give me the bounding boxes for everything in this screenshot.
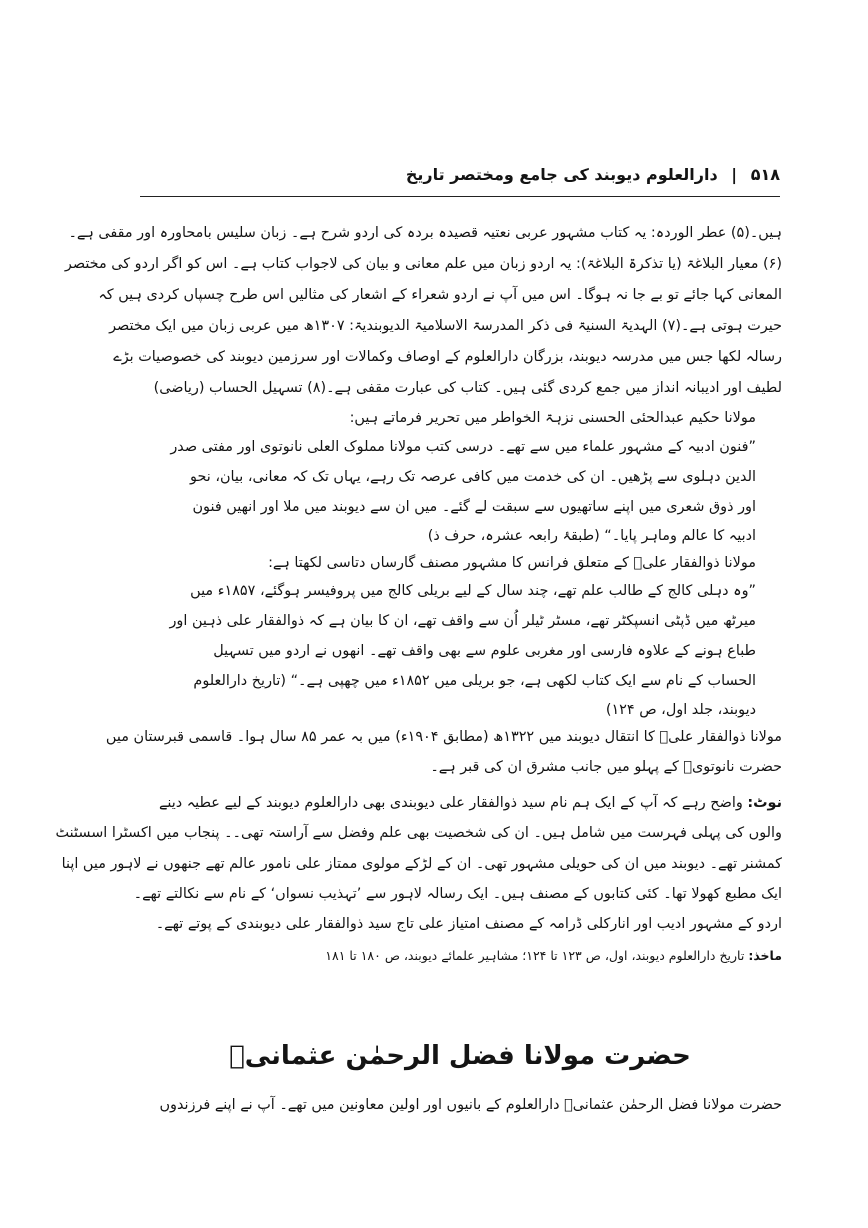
quote-line: الحساب کے نام سے ایک کتاب لکھی ہے، جو بریلی میں ۱۸۵۲ء میں چھپی ہے۔“ (تاریخ دارالعلوم: [193, 673, 756, 689]
text-line: (۶) معیار البلاغۃ (یا تذکرۃ البلاغۃ): یہ اردو زبان میں علم معانی و بیان کی لاجواب کتاب ہے۔ اس کو اگر اردو کی مختصر: [64, 256, 782, 272]
note-label: نوٹ:: [747, 795, 782, 811]
text-line: ہیں۔(۵) عطر الوردہ: یہ کتاب مشہور عربی نعتیہ قصیدہ بردہ کی اردو شرح ہے۔ زبان سلیس بامحاورہ اور مقفی ہے۔: [68, 225, 782, 241]
text-line: حضرت نانوتویؒ کے پہلو میں جانب مشرق ان کی قبر ہے۔: [430, 759, 782, 775]
quote-line: ”فنون ادبیہ کے مشہور علماء میں سے تھے۔ درسی کتب مولانا مملوک العلی نانوتوی اور مفتی صدر: [170, 439, 756, 455]
quote-line: دیوبند، جلد اول، ص ۱۲۴): [605, 702, 756, 718]
text-line: حضرت مولانا فضل الرحمٰن عثمانیؒ دارالعلوم کے بانیوں اور اولین معاونین میں تھے۔ آپ نے اپنے فرزندوں: [159, 1097, 782, 1113]
text-line: رسالہ لکھا جس میں مدرسہ دیوبند، بزرگان دارالعلوم کے اوصاف وکمالات اور سرزمین دیوبند کی خصوصیات بڑے: [113, 349, 782, 365]
running-header: [140, 165, 780, 193]
quote-line: ”وہ دہلی کالج کے طالب علم تھے، چند سال کے لیے بریلی کالج میں پروفیسر ہوگئے، ۱۸۵۷ء میں: [190, 583, 756, 599]
source-line: [142, 940, 782, 971]
text-line: کمشنر تھے۔ دیوبند میں ان کی حویلی مشہور تھی۔ ان کے لڑکے مولوی ممتاز علی نامور عالم تھے جنھوں نے لاہور میں اپنا: [61, 856, 782, 872]
quote-intro: مولانا حکیم عبدالحئی الحسنی نزہۃ الخواطر میں تحریر فرماتے ہیں:: [349, 410, 756, 426]
quote-line: میرٹھ میں ڈپٹی انسپکٹر تھے، مسٹر ٹیلر اُن سے واقف تھے، ان کا بیان ہے کہ ذوالفقار علی ذہین اور: [169, 613, 756, 629]
text-line: مولانا ذوالفقار علیؒ کا انتقال دیوبند میں ۱۳۲۲ھ (مطابق ۱۹۰۴ء) میں بہ عمر ۸۵ سال ہوا۔ قاسمی قبرستان میں: [105, 729, 782, 745]
quote-line: ادبیہ کا عالم وماہر پایا۔“ (طبقۂ رابعہ عشرہ، حرف ذ): [427, 528, 756, 544]
quote-line: اور ذوق شعری میں اپنے ساتھیوں سے سبقت لے گئے۔ میں ان سے دیوبند میں ملا اور انھیں فنون: [192, 499, 756, 515]
quote-line: طباع ہونے کے علاوہ فارسی اور مغربی علوم سے بھی واقف تھے۔ انھوں نے اردو میں تسہیل: [213, 643, 756, 659]
page-number: ۵۱۸: [750, 165, 780, 184]
quote-line: الدین دہلوی سے پڑھیں۔ ان کی خدمت میں کافی عرصہ تک رہے، یہاں تک کہ معانی، بیان، نحو: [190, 469, 756, 485]
text-line: المعانی کہا جائے تو بے جا نہ ہوگا۔ اس میں آپ نے اردو شعراء کے اشعار کی مثالیں اس طرح چسپاں کردی ہیں کہ: [98, 287, 782, 303]
source-text: تاریخ دارالعلوم دیوبند، اول، ص ۱۲۳ تا ۱۲۴؛ مشاہیر علمائے دیوبند، ص ۱۸۰ تا ۱۸۱: [325, 948, 745, 963]
book-title: دارالعلوم دیوبند کی جامع ومختصر تاریخ: [405, 165, 718, 184]
quote-intro: مولانا ذوالفقار علیؒ کے متعلق فرانس کا مشہور مصنف گارساں دتاسی لکھتا ہے:: [268, 555, 756, 571]
text-line: ایک مطبع کھولا تھا۔ کئی کتابوں کے مصنف ہیں۔ ایک رسالہ لاہور سے ’تہذیب نسواں‘ کے نام سے نکالتے تھے۔: [133, 886, 782, 902]
text-line: والوں کی پہلی فہرست میں شامل ہیں۔ ان کی شخصیت بھی علم وفضل سے آراستہ تھی۔۔ پنجاب میں اکسٹرا اسسٹنٹ: [55, 825, 782, 841]
note-text: واضح رہے کہ آپ کے ایک ہم نام سید ذوالفقار علی دیوبندی بھی دارالعلوم دیوبند کے لیے عطیہ دینے: [158, 795, 743, 811]
note-first-line: [142, 788, 782, 819]
header-separator: |: [731, 165, 738, 184]
text-line: اردو کے مشہور ادیب اور انارکلی ڈرامہ کے مصنف امتیاز علی تاج سید ذوالفقار علی دیوبندی کے پوتے تھے۔: [155, 916, 782, 932]
text-line: حیرت ہوتی ہے۔(۷) الہدیۃ السنیۃ فی ذکر المدرسۃ الاسلامیۃ الدیوبندیۃ: ۱۳۰۷ھ میں عربی زبان میں ایک مختصر: [109, 318, 782, 334]
section-title: حضرت مولانا فضل الرحمٰن عثمانیؒ: [229, 1041, 691, 1071]
header-rule: [140, 196, 780, 197]
source-label: ماخذ:: [748, 948, 782, 963]
text-line: لطیف اور ادیبانہ انداز میں جمع کردی گئی ہیں۔ کتاب کی عبارت مقفی ہے۔(۸) تسہیل الحساب (ریاضی): [153, 380, 782, 396]
